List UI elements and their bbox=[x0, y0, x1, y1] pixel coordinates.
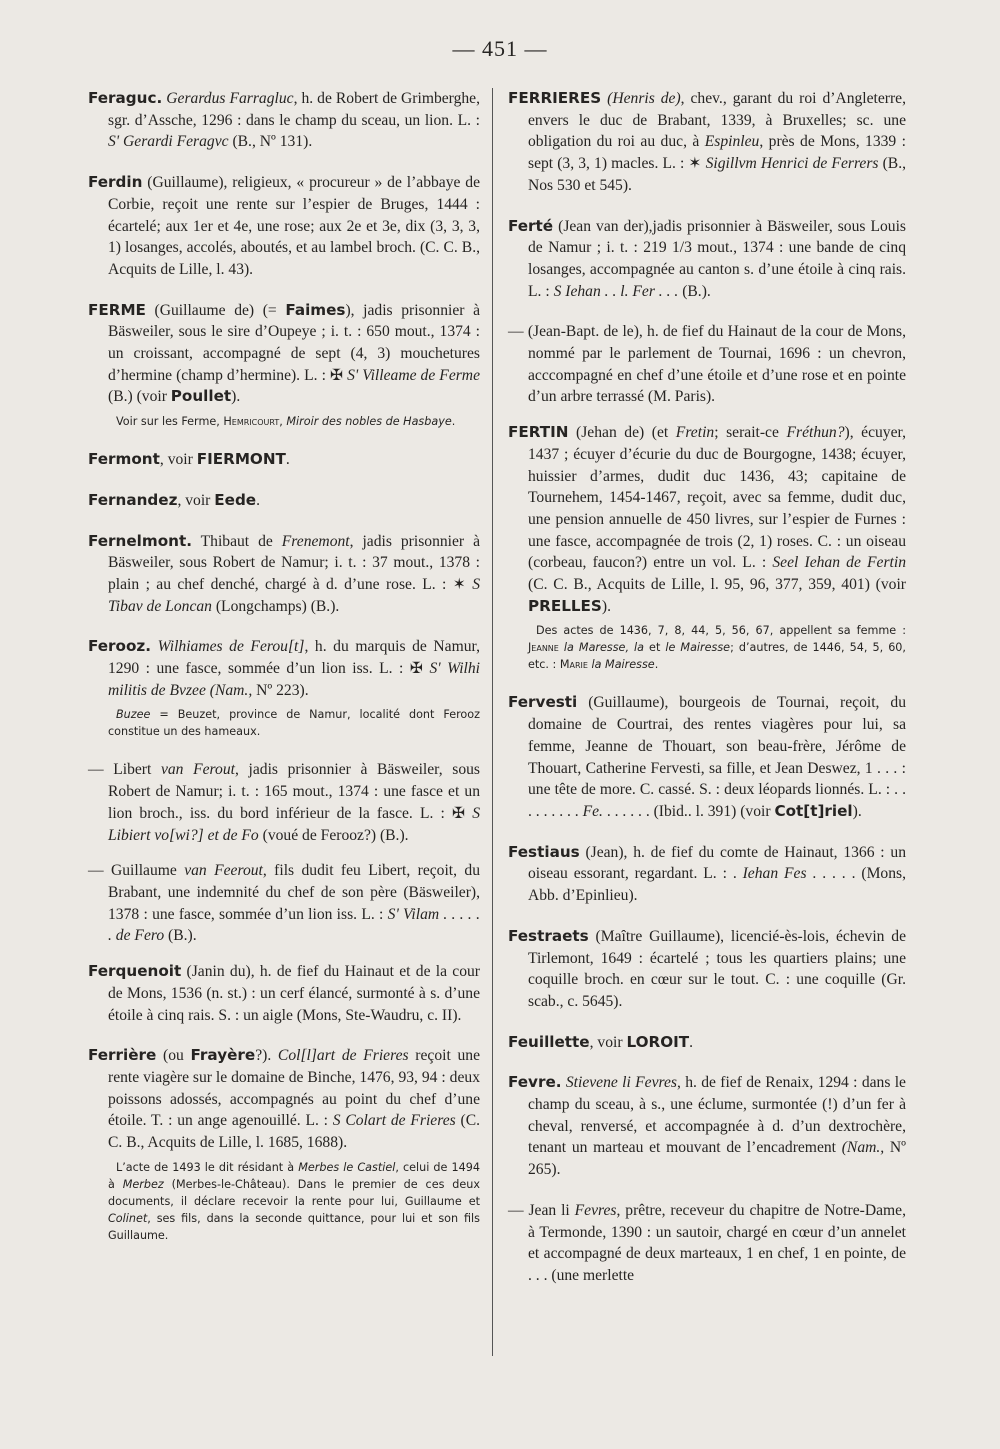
entry-text: , voir bbox=[159, 451, 197, 469]
entry-fervesti bbox=[508, 692, 906, 822]
entry-text: ), écuyer, 1437 ; écuyer d’écurie du duc de Bourgogne, 1438; écuyer, huissier d’armes, dudit duc 1436, 43; capitaine de Tournehem, 1454-1467, reçoit, avec sa femme, dudit duc, une pension annuelle de 450 livres, sur l’espier de Furnes : une fasce, accompagnée de trois (2, 1) roses. C. : un oiseau (corbeau, faucon?) entre un vol. L. : bbox=[528, 424, 906, 572]
entry-text: , fils dudit feu Libert, reçoit, du Brabant, une indemnité du chef de son père (Bäsweiler), 1378 : une fasce, sommée d’un lion iss. L. : bbox=[108, 862, 480, 923]
headword: Fevre. bbox=[508, 1073, 562, 1092]
entry-text: ). bbox=[231, 388, 241, 406]
entry-text: (B., Nº 131). bbox=[228, 133, 313, 151]
entry-feuillette bbox=[508, 1032, 906, 1054]
headword: Frayère bbox=[190, 1046, 256, 1065]
italic-text: Stievene li Fevres bbox=[565, 1074, 677, 1092]
entry-text: , voir bbox=[177, 491, 215, 509]
note-text: = Beuzet, province de Namur, localité dont Ferooz constitue un des hameaux. bbox=[108, 708, 480, 739]
entry-text: — (Jean-Bapt. de le), h. de fief du Hainaut de la cour de Mons, nommé par le parlement de Tournai, 1696 : un chevron, acccompagné en chef d’une étoile et d’une rose et en pointe d’un arbre terrassé (M. Paris). bbox=[508, 323, 906, 406]
entry-ferrieres bbox=[508, 88, 906, 197]
headword: FERTIN bbox=[508, 423, 569, 442]
headword: PRELLES bbox=[528, 596, 602, 615]
entry-text: , h. de Robert de Grimberghe, sgr. d’Assche, 1296 : dans le champ du sceau, un lion. L. : bbox=[108, 90, 481, 129]
entry-fevre bbox=[508, 1072, 906, 1181]
entry-text: (C. C. B., Acquits de Lille, l. 1685, 1688). bbox=[108, 1112, 480, 1152]
entry-text: , près de Mons, 1339 : sept (3, 3, 1) macles. L. : ✶ bbox=[528, 133, 906, 173]
headword: Fermont bbox=[88, 450, 160, 469]
note-text: , ses fils, dans la seconde quittance, pour lui et son fils Guillaume. bbox=[108, 1211, 480, 1242]
italic-text: le Mairesse bbox=[665, 641, 731, 655]
entry-text: (Jean), h. de fief du comte de Hainaut, 1366 : un oiseau essorant, regardant. L. : . bbox=[528, 843, 906, 883]
entry-text: . bbox=[689, 1033, 694, 1051]
headword: Fernandez bbox=[88, 490, 178, 509]
small-caps-text: Marie bbox=[559, 658, 588, 672]
headword: Fervesti bbox=[508, 693, 578, 712]
note-text: et bbox=[644, 641, 666, 655]
entry-text: , prêtre, receveur du chapitre de Notre-Dame, à Termonde, 1390 : un sautoir, chargé en cœur d’un annelet et accompagné de deux marteaux, 1 en chef, 1 en pointe, de . . . (une merlette bbox=[528, 1201, 906, 1284]
entry-text: (Janin du), h. de fief du Hainaut et de la cour de Mons, 1536 (n. st.) : un cerf élancé, surmonté à s. d’une étoile à cinq rais. S. : un aigle (Mons, Ste-Waudru, c. II). bbox=[108, 963, 480, 1024]
note-text: , celui de 1494 à bbox=[108, 1160, 480, 1191]
entry-text: (ou bbox=[156, 1047, 191, 1065]
entry-fermont bbox=[88, 449, 480, 471]
footnote-ferme bbox=[88, 413, 480, 430]
headword: Festiaus bbox=[508, 842, 580, 861]
italic-text: S' Wilhi militis de Bvzee (Nam., bbox=[108, 660, 480, 699]
entry-ferme bbox=[88, 300, 480, 409]
right-column bbox=[508, 88, 906, 1301]
footnote-fertin bbox=[508, 622, 906, 673]
italic-text: S Tibav de Loncan bbox=[108, 575, 480, 615]
headword: Eede bbox=[214, 490, 257, 509]
italic-text: Fevres bbox=[574, 1201, 617, 1219]
entry-ferquenoit bbox=[88, 961, 480, 1026]
note-text: L’acte de 1493 le dit résidant à bbox=[116, 1160, 299, 1174]
entry-text: . . . . . . (Ibid.. l. 391) (voir bbox=[602, 802, 775, 820]
headword: Feraguc. bbox=[88, 89, 163, 107]
italic-text: Frenemont bbox=[281, 532, 350, 550]
entry-text: — Libert bbox=[88, 761, 161, 779]
entry-text: Thibaut de bbox=[191, 532, 282, 550]
entry-fertin bbox=[508, 422, 906, 617]
italic-text: (Henris de) bbox=[607, 90, 681, 107]
small-caps-text: Jeanne bbox=[528, 641, 559, 655]
italic-text: la Maresse, la bbox=[563, 641, 645, 655]
italic-text: Miroir des nobles de Hasbaye bbox=[286, 415, 452, 429]
entry-text: ; serait-ce bbox=[714, 424, 787, 442]
entry-text: ). bbox=[601, 597, 611, 615]
entry-ferriere bbox=[88, 1045, 480, 1154]
entry-feraguc bbox=[88, 88, 480, 153]
entry-jean-bapt-de-le-ferte bbox=[508, 321, 906, 408]
note-text: (Merbes-le-Château). Dans le premier de ces deux documents, il déclare recevoir la rente pour lui, Guillaume et bbox=[108, 1177, 480, 1208]
italic-text: S' Villeame de Ferme bbox=[347, 366, 480, 384]
entry-text: . bbox=[256, 491, 261, 509]
italic-text: van Ferout bbox=[160, 761, 235, 779]
entry-ferte bbox=[508, 216, 906, 303]
entry-fernelmont bbox=[88, 531, 480, 618]
entry-text: (Guillaume), religieux, « procureur » de l’abbaye de Corbie, reçoit une rente sur l’espier de Bruges, 1444 : écartelé; aux 1er et 4e, une rose; aux 2e et 3e, dix (3, 3, 3, 1) losanges, accolés, aboutés, et au lambel broch. (C. C. B., Acquits de Lille, l. 43). bbox=[108, 174, 480, 278]
entry-text: (C. C. B., Acquits de Lille, l. 95, 96, 377, 359, 401) (voir bbox=[528, 576, 906, 594]
entry-jean-li-fevres bbox=[508, 1200, 906, 1287]
italic-text: Espinleu bbox=[704, 133, 760, 151]
entry-text: (B., Nos 530 et 545). bbox=[528, 155, 907, 194]
italic-text: Gerardus Farragluc bbox=[166, 90, 294, 107]
entry-text: , h. du marquis de Namur, 1290 : une fasce, sommée d’un lion iss. L. : ✠ bbox=[108, 638, 480, 678]
italic-text: Buzee bbox=[116, 708, 151, 722]
headword: Ferdin bbox=[88, 173, 143, 192]
entry-text: , voir bbox=[589, 1033, 627, 1051]
italic-text: Sigillvm Henrici de Ferrers bbox=[705, 155, 879, 173]
entry-text: , jadis prisonnier à Bäsweiler, sous Robert de Namur; i. t. : 165 mout., 1374 : une fasce et un lion broch., iss. du bord inférieur de la fasce. L. : ✠ bbox=[108, 761, 480, 822]
italic-text: S Colart de Frieres bbox=[332, 1112, 456, 1130]
note-text: . bbox=[654, 658, 659, 672]
entry-text: ?). bbox=[255, 1047, 278, 1065]
entry-libert-van-ferout bbox=[88, 759, 480, 846]
headword: Festraets bbox=[508, 926, 589, 945]
entry-text: , jadis prisonnier à Bäsweiler, sous Robert de Namur; i. t. : 37 mout., 1378 : plain ; au chef denché, chargé à d. d’une rose. L. : ✶ bbox=[108, 532, 480, 593]
italic-text: S Iehan . . l. Fer . . . bbox=[553, 282, 679, 300]
headword: FERRIERES bbox=[508, 89, 602, 107]
headword: Ferté bbox=[508, 216, 554, 235]
headword: Feuillette bbox=[508, 1032, 590, 1051]
note-text: . bbox=[451, 415, 456, 429]
footnote-ferriere bbox=[88, 1159, 480, 1244]
note-text: , bbox=[279, 415, 287, 429]
headword: Cot[t]riel bbox=[774, 801, 853, 820]
entry-text: , h. de fief de Renaix, 1294 : dans le champ du sceau, à s., une éclume, surmontée (!) d’un fer à cheval, renversé, et accompagnée à d. d’un dextrochère, tenant un marteau et mouvant de l’encadrement bbox=[528, 1074, 906, 1157]
entry-guillaume-van-feerout bbox=[88, 860, 480, 947]
entry-text: (Jean van der),jadis prisonnier à Bäsweiler, sous Louis de Namur ; i. t. : 219 1/3 mout., 1374 : une bande de cinq losanges, accompagnée au canton s. d’une étoile à cinq rais. L. : bbox=[528, 217, 906, 300]
headword: FIERMONT bbox=[196, 450, 286, 469]
italic-text: Fréthun? bbox=[786, 424, 845, 442]
headword: Poullet bbox=[170, 387, 232, 406]
column-rule bbox=[492, 88, 493, 1356]
entry-text: Nº 265). bbox=[528, 1139, 906, 1179]
note-text: Des actes de 1436, 7, 8, 44, 5, 56, 67, appellent sa femme : bbox=[536, 624, 906, 638]
entry-text: reçoit une rente viagère sur le domaine de Binche, 1476, 93, 94 : deux poissons adossés, accompagnés au point du chef d’une étoile. T. : un ange agenouillé. L. : bbox=[108, 1047, 480, 1130]
left-column bbox=[88, 88, 480, 1263]
italic-text: Fe. bbox=[582, 802, 603, 820]
italic-text: van Feerout bbox=[184, 862, 263, 880]
italic-text: Merbez bbox=[122, 1177, 164, 1191]
italic-text: Wilhiames de Ferou[t] bbox=[157, 638, 305, 656]
note-text: ; d’autres, de 1446, 54, 5, 60, etc. : bbox=[528, 641, 906, 672]
italic-text: Iehan Fes bbox=[742, 865, 807, 883]
italic-text: Seel Iehan de Fertin bbox=[772, 554, 906, 572]
italic-text: Col[l]art de Frieres bbox=[277, 1047, 409, 1065]
italic-text: S' Gerardi Feragvc bbox=[108, 133, 229, 151]
entry-text: . bbox=[285, 451, 290, 469]
entry-text: (Jehan de) (et bbox=[568, 424, 676, 442]
entry-text: (Guillaume), bourgeois de Tournai, reçoit, du domaine de Courtrai, des rentes viagères pour lui, sa femme, Jeanne de Thouart, son beau-frère, Jérôme de Thouart, Catherine Fervesti, sa fille, et Jean Deswez, 1 . . . : une tête de more. C. cassé. S. : deux léopards lionnés. L. : . . . . . . . . . bbox=[528, 694, 906, 820]
entry-ferdin bbox=[88, 172, 480, 281]
italic-text: la Mairesse bbox=[591, 658, 655, 672]
entry-text: — Jean li bbox=[508, 1201, 575, 1219]
entry-ferooz bbox=[88, 636, 480, 701]
entry-text: (Maître Guillaume), licencié-ès-lois, échevin de Tirlemont, 1649 : écartelé ; tous les quartiers plains; une coquille broch. en cœur sur le tout. C. : une coquille (Gr. scab., c. 5645). bbox=[528, 927, 906, 1010]
small-caps-text: Hemricourt bbox=[223, 415, 280, 429]
headword: Faimes bbox=[285, 300, 346, 319]
entry-text: (voué de Ferooz?) (B.). bbox=[258, 826, 409, 844]
entry-text: ), jadis prisonnier à Bäsweiler, sous le sire d’Oupeye ; i. t. : 650 mout., 1374 : un croissant, accompagné de sept (4, 3) mouchetures d’hermine (champ d’hermine). L. : ✠ bbox=[108, 301, 481, 384]
headword: FERME bbox=[88, 300, 146, 319]
headword: LOROIT bbox=[626, 1032, 690, 1051]
page-number: — 451 — bbox=[452, 36, 548, 61]
entry-text: (Guillaume de) (= bbox=[145, 301, 286, 319]
entry-text: — Guillaume bbox=[88, 862, 185, 880]
headword: Ferrière bbox=[88, 1046, 157, 1065]
entry-text: (B.). bbox=[164, 927, 197, 945]
headword: Ferooz. bbox=[88, 637, 152, 656]
entry-text: (B.). bbox=[678, 282, 711, 300]
italic-text: Fretin bbox=[675, 424, 715, 442]
entry-festraets bbox=[508, 926, 906, 1013]
footnote-ferooz bbox=[88, 706, 480, 740]
entry-fernandez bbox=[88, 490, 480, 512]
entry-text bbox=[151, 638, 158, 655]
entry-text: ). bbox=[852, 802, 862, 820]
headword: Fernelmont. bbox=[88, 531, 192, 550]
italic-text: S' Vilam . . . . . . de Fero bbox=[108, 905, 480, 945]
italic-text: S Libiert vo[wi?] et de Fo bbox=[108, 804, 480, 844]
note-text: Voir sur les Ferme, bbox=[116, 415, 224, 429]
headword: Ferquenoit bbox=[88, 962, 182, 981]
italic-text: Merbes le Castiel bbox=[298, 1160, 396, 1174]
entry-text: (B.) (voir bbox=[108, 388, 171, 406]
italic-text: Colinet bbox=[108, 1211, 148, 1225]
entry-text: . . . . . (Mons, Abb. d’Epinlieu). bbox=[528, 865, 906, 905]
italic-text: (Nam., bbox=[841, 1139, 885, 1157]
entry-text: Nº 223). bbox=[252, 681, 309, 699]
entry-text: , chev., garant du roi d’Angleterre, envers le duc de Brabant, 1339, à Bruxelles; sc. une obligation du roi au duc, à bbox=[528, 90, 907, 151]
entry-text: (Longchamps) (B.). bbox=[211, 597, 340, 615]
entry-festiaus bbox=[508, 842, 906, 907]
